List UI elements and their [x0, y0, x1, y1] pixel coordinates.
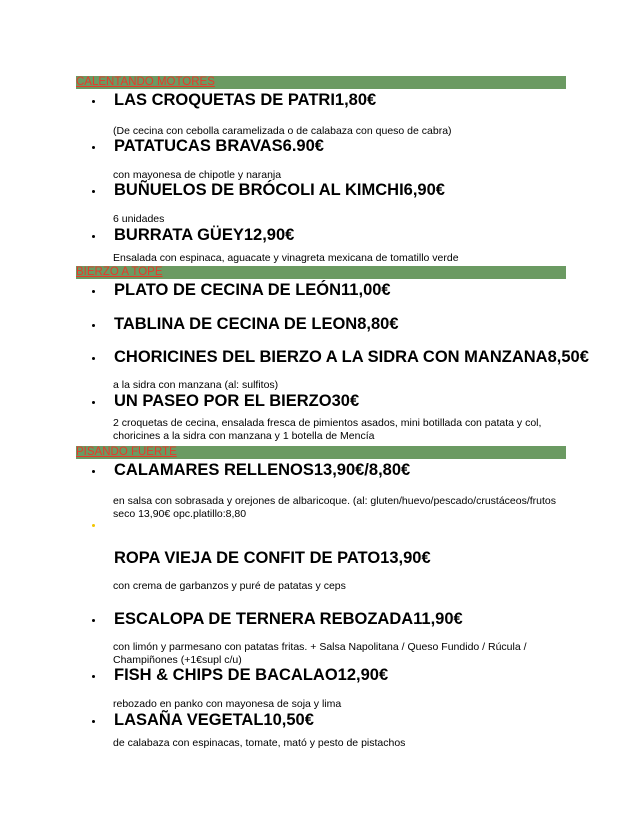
menu-item-description: 6 unidades — [113, 213, 165, 225]
menu-item-title: BUÑUELOS DE BRÓCOLI AL KIMCHI6,90€ — [114, 181, 445, 199]
menu-item-title: ESCALOPA DE TERNERA REBOZADA11,90€ — [114, 610, 463, 628]
menu-item-title: UN PASEO POR EL BIERZO30€ — [114, 392, 360, 410]
menu-item-description: con crema de garbanzos y puré de patatas y ceps — [113, 580, 346, 592]
section-header-bierzo-a-tope — [76, 266, 566, 279]
menu-item-title: FISH & CHIPS DE BACALAO12,90€ — [114, 666, 389, 684]
menu-item-description: rebozado en panko con mayonesa de soja y lima — [113, 698, 342, 710]
bullet-icon — [92, 524, 95, 527]
menu-item-title: PLATO DE CECINA DE LEÓN11,00€ — [114, 281, 391, 299]
section-label: PISANDO FUERTE — [76, 446, 177, 458]
menu-item-title: CHORICINES DEL BIERZO A LA SIDRA CON MANZANA8,50€ — [114, 348, 589, 366]
section-header-calentando-motores — [76, 76, 566, 89]
menu-item-description: con mayonesa de chipotle y naranja — [113, 169, 282, 181]
section-label: BIERZO A TOPE — [76, 266, 163, 278]
menu-item-description: de calabaza con espinacas, tomate, mató y pesto de pistachos — [113, 737, 406, 749]
menu-item-title: LASAÑA VEGETAL10,50€ — [114, 711, 314, 729]
section-label: CALENTANDO MOTORES — [76, 76, 215, 88]
menu-item-title: CALAMARES RELLENOS13,90€/8,80€ — [114, 461, 411, 479]
menu-item-title: TABLINA DE CECINA DE LEON8,80€ — [114, 315, 399, 333]
menu-item-description: con limón y parmesano con patatas fritas. + Salsa Napolitana / Queso Fundido / Rúcula / Champiñones (+1€supl c/u) — [113, 641, 527, 666]
menu-item-title: BURRATA GÜEY12,90€ — [114, 226, 295, 244]
menu-item-title: ROPA VIEJA DE CONFIT DE PATO13,90€ — [114, 549, 431, 567]
menu-item-description: 2 croquetas de cecina, ensalada fresca de pimientos asados, mini botillada con patata y col, choricines a la sidra con manzana y 1 botella de Mencía — [113, 417, 542, 442]
menu-item-description: Ensalada con espinaca, aguacate y vinagreta mexicana de tomatillo verde — [113, 252, 459, 264]
section-header-pisando-fuerte — [76, 446, 566, 459]
menu-item-title: PATATUCAS BRAVAS6.90€ — [114, 137, 324, 155]
menu-item-description: en salsa con sobrasada y orejones de albaricoque. (al: gluten/huevo/pescado/crustáceos/frutos seco 13,90€ opc.platillo:8,80 — [113, 495, 557, 520]
menu-item-title: LAS CROQUETAS DE PATRI1,80€ — [114, 91, 377, 109]
menu-item-description: (De cecina con cebolla caramelizada o de calabaza con queso de cabra) — [113, 125, 452, 137]
menu-item-description: a la sidra con manzana (al: sulfitos) — [113, 379, 279, 391]
